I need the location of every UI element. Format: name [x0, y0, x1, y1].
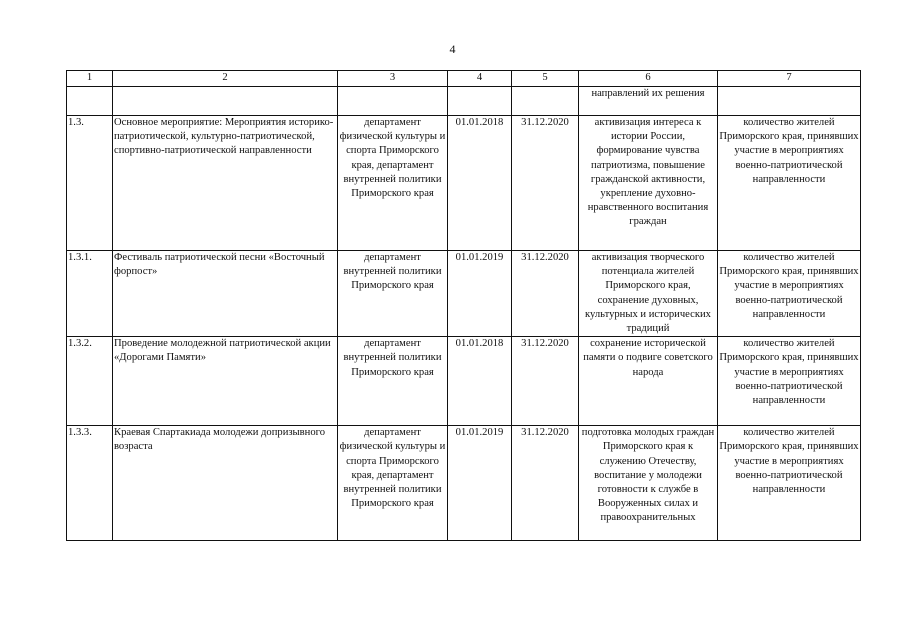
- indicator: количество жителей Приморского края, принявших участие в мероприятиях военно-патриотической направленности: [718, 251, 861, 337]
- start-date: 01.01.2019: [448, 426, 512, 541]
- event-name: [113, 87, 338, 116]
- expected-result: активизация интереса к истории России, формирование чувства патриотизма, повышение гражданской активности, укрепление духовно-нравственного воспитания граждан: [579, 116, 718, 251]
- indicator: [718, 87, 861, 116]
- event-name: Основное мероприятие: Мероприятия историко-патриотической, культурно-патриотической, спортивно-патриотической направленности: [113, 116, 338, 251]
- start-date: 01.01.2019: [448, 251, 512, 337]
- responsible-department: департамент внутренней политики Приморского края: [338, 337, 448, 426]
- table-row: [67, 426, 861, 541]
- column-header: 1: [67, 71, 113, 87]
- program-table: [66, 70, 861, 541]
- end-date: 31.12.2020: [512, 116, 579, 251]
- column-header: 2: [113, 71, 338, 87]
- indicator: количество жителей Приморского края, принявших участие в мероприятиях военно-патриотической направленности: [718, 337, 861, 426]
- column-header: 3: [338, 71, 448, 87]
- end-date: 31.12.2020: [512, 337, 579, 426]
- table-row: [67, 116, 861, 251]
- column-numbers-row: [67, 71, 861, 87]
- column-header: 6: [579, 71, 718, 87]
- row-number: 1.3.2.: [67, 337, 113, 426]
- expected-result: активизация творческого потенциала жителей Приморского края, сохранение духовных, культурных и исторических традиций: [579, 251, 718, 337]
- event-name: Фестиваль патриотической песни «Восточный форпост»: [113, 251, 338, 337]
- responsible-department: [338, 87, 448, 116]
- row-number: 1.3.3.: [67, 426, 113, 541]
- indicator: количество жителей Приморского края, принявших участие в мероприятиях военно-патриотической направленности: [718, 426, 861, 541]
- start-date: 01.01.2018: [448, 116, 512, 251]
- expected-result: подготовка молодых граждан Приморского края к служению Отечеству, воспитание у молодежи готовности к службе в Вооруженных силах и правоохранительных: [579, 426, 718, 541]
- column-header: 7: [718, 71, 861, 87]
- expected-result: направлений их решения: [579, 87, 718, 116]
- event-name: Краевая Спартакиада молодежи допризывного возраста: [113, 426, 338, 541]
- table-row: [67, 87, 861, 116]
- end-date: 31.12.2020: [512, 426, 579, 541]
- start-date: [448, 87, 512, 116]
- row-number: 1.3.1.: [67, 251, 113, 337]
- start-date: 01.01.2018: [448, 337, 512, 426]
- column-header: 5: [512, 71, 579, 87]
- responsible-department: департамент физической культуры и спорта Приморского края, департамент внутренней политики Приморского края: [338, 426, 448, 541]
- responsible-department: департамент внутренней политики Приморского края: [338, 251, 448, 337]
- event-name: Проведение молодежной патриотической акции «Дорогами Памяти»: [113, 337, 338, 426]
- table-row: [67, 337, 861, 426]
- end-date: [512, 87, 579, 116]
- row-number: [67, 87, 113, 116]
- row-number: 1.3.: [67, 116, 113, 251]
- table-row: [67, 251, 861, 337]
- column-header: 4: [448, 71, 512, 87]
- page-number: 4: [449, 42, 456, 56]
- expected-result: сохранение исторической памяти о подвиге советского народа: [579, 337, 718, 426]
- indicator: количество жителей Приморского края, принявших участие в мероприятиях военно-патриотической направленности: [718, 116, 861, 251]
- end-date: 31.12.2020: [512, 251, 579, 337]
- responsible-department: департамент физической культуры и спорта Приморского края, департамент внутренней политики Приморского края: [338, 116, 448, 251]
